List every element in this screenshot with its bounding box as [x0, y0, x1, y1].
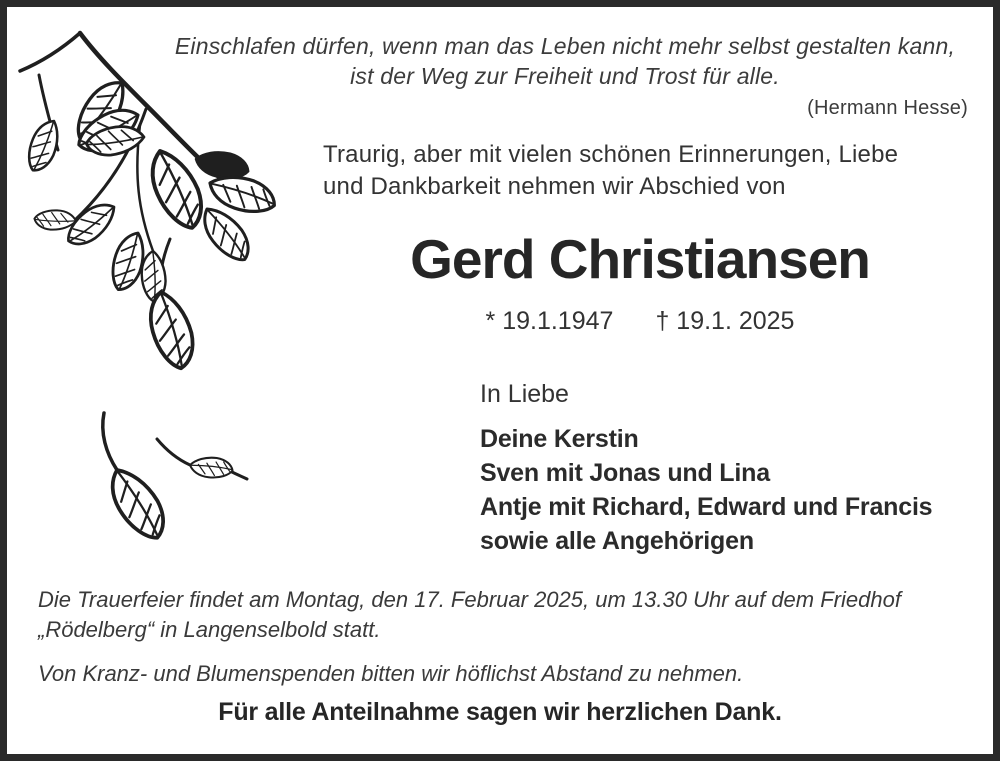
flowers-note: Von Kranz- und Blumenspenden bitten wir höflichst Abstand zu nehmen.: [38, 661, 744, 686]
quote-line-1: Einschlafen dürfen, wenn man das Leben nicht mehr selbst gestalten kann,: [174, 33, 956, 59]
mourner-line: sowie alle Angehörigen: [480, 527, 754, 555]
deceased-name: Gerd Christiansen: [410, 228, 870, 290]
funeral-info: [38, 585, 901, 689]
mourners-list: [480, 422, 932, 558]
funeral-line-1: Die Trauerfeier findet am Montag, den 17. Februar 2025, um 13.30 Uhr auf dem Friedhof: [38, 587, 901, 612]
intro-line-2: und Dankbarkeit nehmen wir Abschied von: [323, 173, 786, 200]
mourner-line: Sven mit Jonas und Lina: [480, 459, 770, 487]
thanks-line: Für alle Anteilnahme sagen wir herzlichen Dank.: [218, 698, 782, 726]
life-dates: [280, 307, 1000, 336]
birth-date: * 19.1.1947: [485, 307, 614, 335]
quote-line-2: ist der Weg zur Freiheit und Trost für alle.: [350, 63, 780, 89]
intro-line-1: Traurig, aber mit vielen schönen Erinnerungen, Liebe: [323, 141, 899, 168]
mourner-line: Deine Kerstin: [480, 425, 639, 453]
funeral-line-2: „Rödelberg“ in Langenselbold statt.: [38, 617, 381, 642]
quote-attribution: (Hermann Hesse): [807, 97, 968, 119]
mourner-line: Antje mit Richard, Edward und Francis: [480, 493, 933, 521]
intro-text: [323, 139, 898, 203]
salutation: In Liebe: [480, 380, 569, 408]
quote-block: [140, 31, 990, 123]
death-date: † 19.1. 2025: [655, 307, 795, 335]
